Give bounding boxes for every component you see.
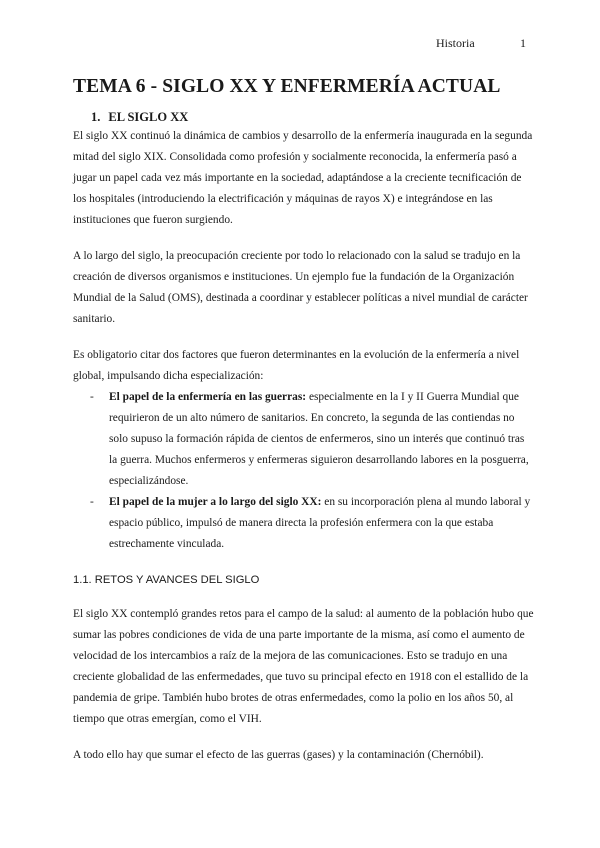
paragraph-5: A todo ello hay que sumar el efecto de las guerras (gases) y la contaminación (Chernóbil). [73, 749, 484, 761]
page-number: 1 [520, 36, 526, 50]
header-title: Historia [436, 36, 475, 50]
section-number: 1. [91, 110, 101, 124]
list-item [73, 492, 535, 555]
section-title: EL SIGLO XX [108, 110, 189, 124]
paragraph-3: Es obligatorio citar dos factores que fueron determinantes en la evolución de la enfermería a nivel global, impulsando dicha especialización: [73, 349, 520, 382]
document-body [73, 74, 535, 766]
list-dash: - [90, 496, 94, 508]
list-item-text: en su incorporación plena al mundo laboral y espacio público, impulsó de manera directa la profesión enfermera con la que estaba estrechamente vinculada. [109, 496, 531, 550]
page-header [0, 36, 600, 54]
factor-list [73, 387, 535, 555]
paragraph-4: El siglo XX contempló grandes retos para el campo de la salud: al aumento de la población hubo que sumar las pobres condiciones de vida de una parte importante de la misma, así como el aumento de velocidad de los intercambios a raíz de la mejora de las comunicaciones. Esto se tradujo en una creciente globalidad de las enfermedades, que tuvo su principal efecto en 1918 con el estallido de la pandemia de gripe. También hubo brotes de otras enfermedades, como la polio en los años 50, al tiempo que otras emergían, como el VIH. [73, 608, 534, 725]
list-item-bold: El papel de la mujer a lo largo del siglo XX: [109, 496, 322, 508]
paragraph-1: El siglo XX continuó la dinámica de cambios y desarrollo de la enfermería inaugurada en la segunda mitad del siglo XIX. Consolidada como profesión y socialmente reconocida, la enfermería pasó a jugar un papel cada vez más importante en la sociedad, adaptándose a la creciente tecnificación de los hospitales (introduciendo la electrificación y máquinas de rayos X) e integrándose en las instituciones que fueron surgiendo. [73, 130, 533, 226]
list-item-bold: El papel de la enfermería en las guerras: [109, 391, 307, 403]
document-title: TEMA 6 - SIGLO XX Y ENFERMERÍA ACTUAL [73, 76, 501, 97]
list-item [73, 387, 535, 492]
list-dash: - [90, 391, 94, 403]
list-item-text: especialmente en la I y II Guerra Mundial que requirieron de un alto número de sanitarios. En concreto, la segunda de las contiendas no solo supuso la formación rápida de cientos de enfermeros, sino un interés que continuó tras la guerra. Muchos enfermeros y enfermeras siguieron desarrollando labores en la posguerra, especializándose. [109, 391, 529, 487]
paragraph-2: A lo largo del siglo, la preocupación creciente por todo lo relacionado con la salud se tradujo en la creación de diversos organismos e instituciones. Un ejemplo fue la fundación de la Organización Mundial de la Salud (OMS), destinada a coordinar y establecer políticas a nivel mundial de carácter sanitario. [73, 250, 528, 325]
section-heading [91, 108, 535, 126]
subsection-heading: 1.1. RETOS Y AVANCES DEL SIGLO [73, 574, 260, 586]
